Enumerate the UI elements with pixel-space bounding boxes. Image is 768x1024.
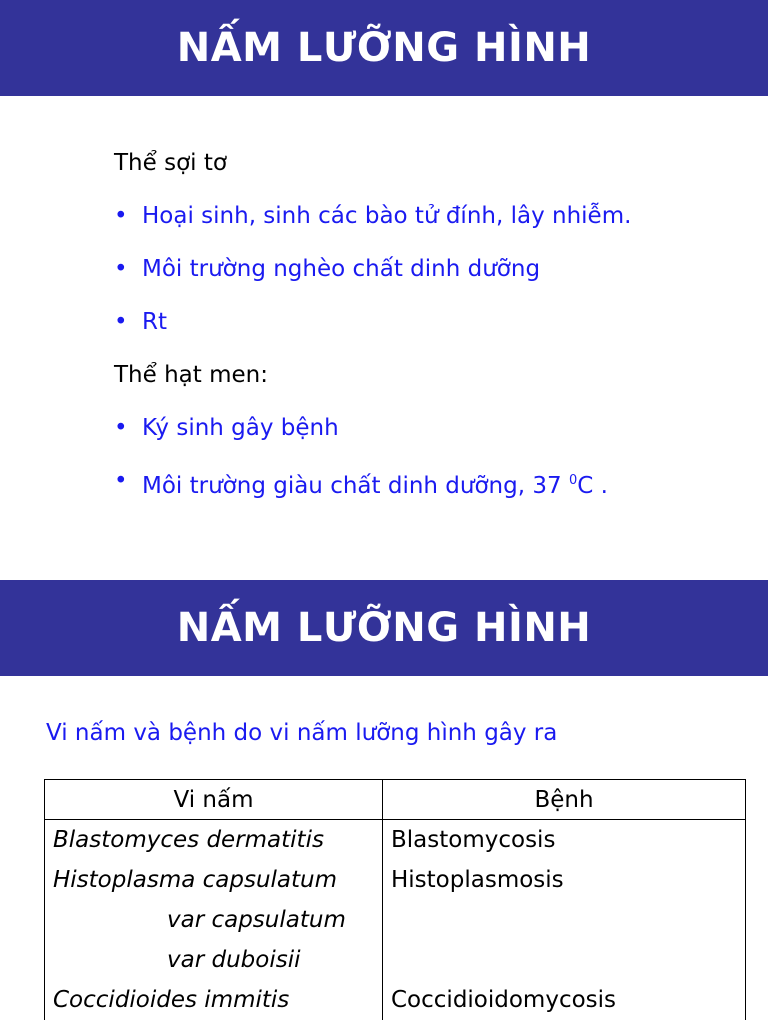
column-header-fungus: Vi nấm xyxy=(45,780,383,820)
bullet-item xyxy=(114,193,754,246)
heading-mycelial-form: Thể sợi tơ xyxy=(114,150,227,176)
slide-2-title: NẤM LƯỠNG HÌNH xyxy=(0,580,768,676)
slide-separator xyxy=(0,560,768,580)
bullet-dot-icon: • xyxy=(114,309,128,335)
slide-2-subtitle: Vi nấm và bệnh do vi nấm lưỡng hình gây ra xyxy=(46,720,558,746)
bullet-item xyxy=(114,299,754,352)
temperature-superscript: 0 xyxy=(568,473,578,488)
table-header-row xyxy=(45,780,746,820)
table-row xyxy=(45,980,746,1020)
slide-1-content xyxy=(114,140,754,511)
fungus-variety-cell: var duboisii xyxy=(45,940,383,980)
disease-cell xyxy=(383,940,746,980)
bullet-text: Môi trường giàu chất dinh dưỡng, 37 $^0$C . xyxy=(142,473,608,499)
fungus-cell: Blastomyces dermatitis xyxy=(45,820,383,861)
disease-cell: Coccidioidomycosis xyxy=(383,980,746,1020)
disease-cell xyxy=(383,900,746,940)
fungus-cell: Histoplasma capsulatum xyxy=(45,860,383,900)
disease-cell: Histoplasmosis xyxy=(383,860,746,900)
slide-1-title: NẤM LƯỠNG HÌNH xyxy=(0,0,768,96)
bullet-text: Môi trường nghèo chất dinh dưỡng xyxy=(142,256,541,282)
fungi-disease-table xyxy=(44,779,746,1020)
bullet-item xyxy=(114,458,754,511)
bullet-text: Ký sinh gây bệnh xyxy=(142,415,339,441)
bullet-item xyxy=(114,246,754,299)
fungus-cell: Coccidioides immitis xyxy=(45,980,383,1020)
heading-yeast-form: Thể hạt men: xyxy=(114,362,268,388)
bullet-dot-icon: • xyxy=(114,415,128,441)
bullet-text: Rt xyxy=(142,309,167,335)
table-row xyxy=(45,860,746,900)
table-row xyxy=(45,940,746,980)
bullet-dot-icon: • xyxy=(114,203,128,229)
slide-2 xyxy=(0,580,768,1024)
bullet-dot-icon: • xyxy=(114,256,128,282)
bullet-text: Hoại sinh, sinh các bào tử đính, lây nhiễm. xyxy=(142,203,632,229)
table-row xyxy=(45,820,746,861)
table-row xyxy=(45,900,746,940)
disease-cell: Blastomycosis xyxy=(383,820,746,861)
bullet-item xyxy=(114,405,754,458)
fungus-variety-cell: var capsulatum xyxy=(45,900,383,940)
bullet-dot-icon: • xyxy=(114,468,128,494)
column-header-disease: Bệnh xyxy=(383,780,746,820)
